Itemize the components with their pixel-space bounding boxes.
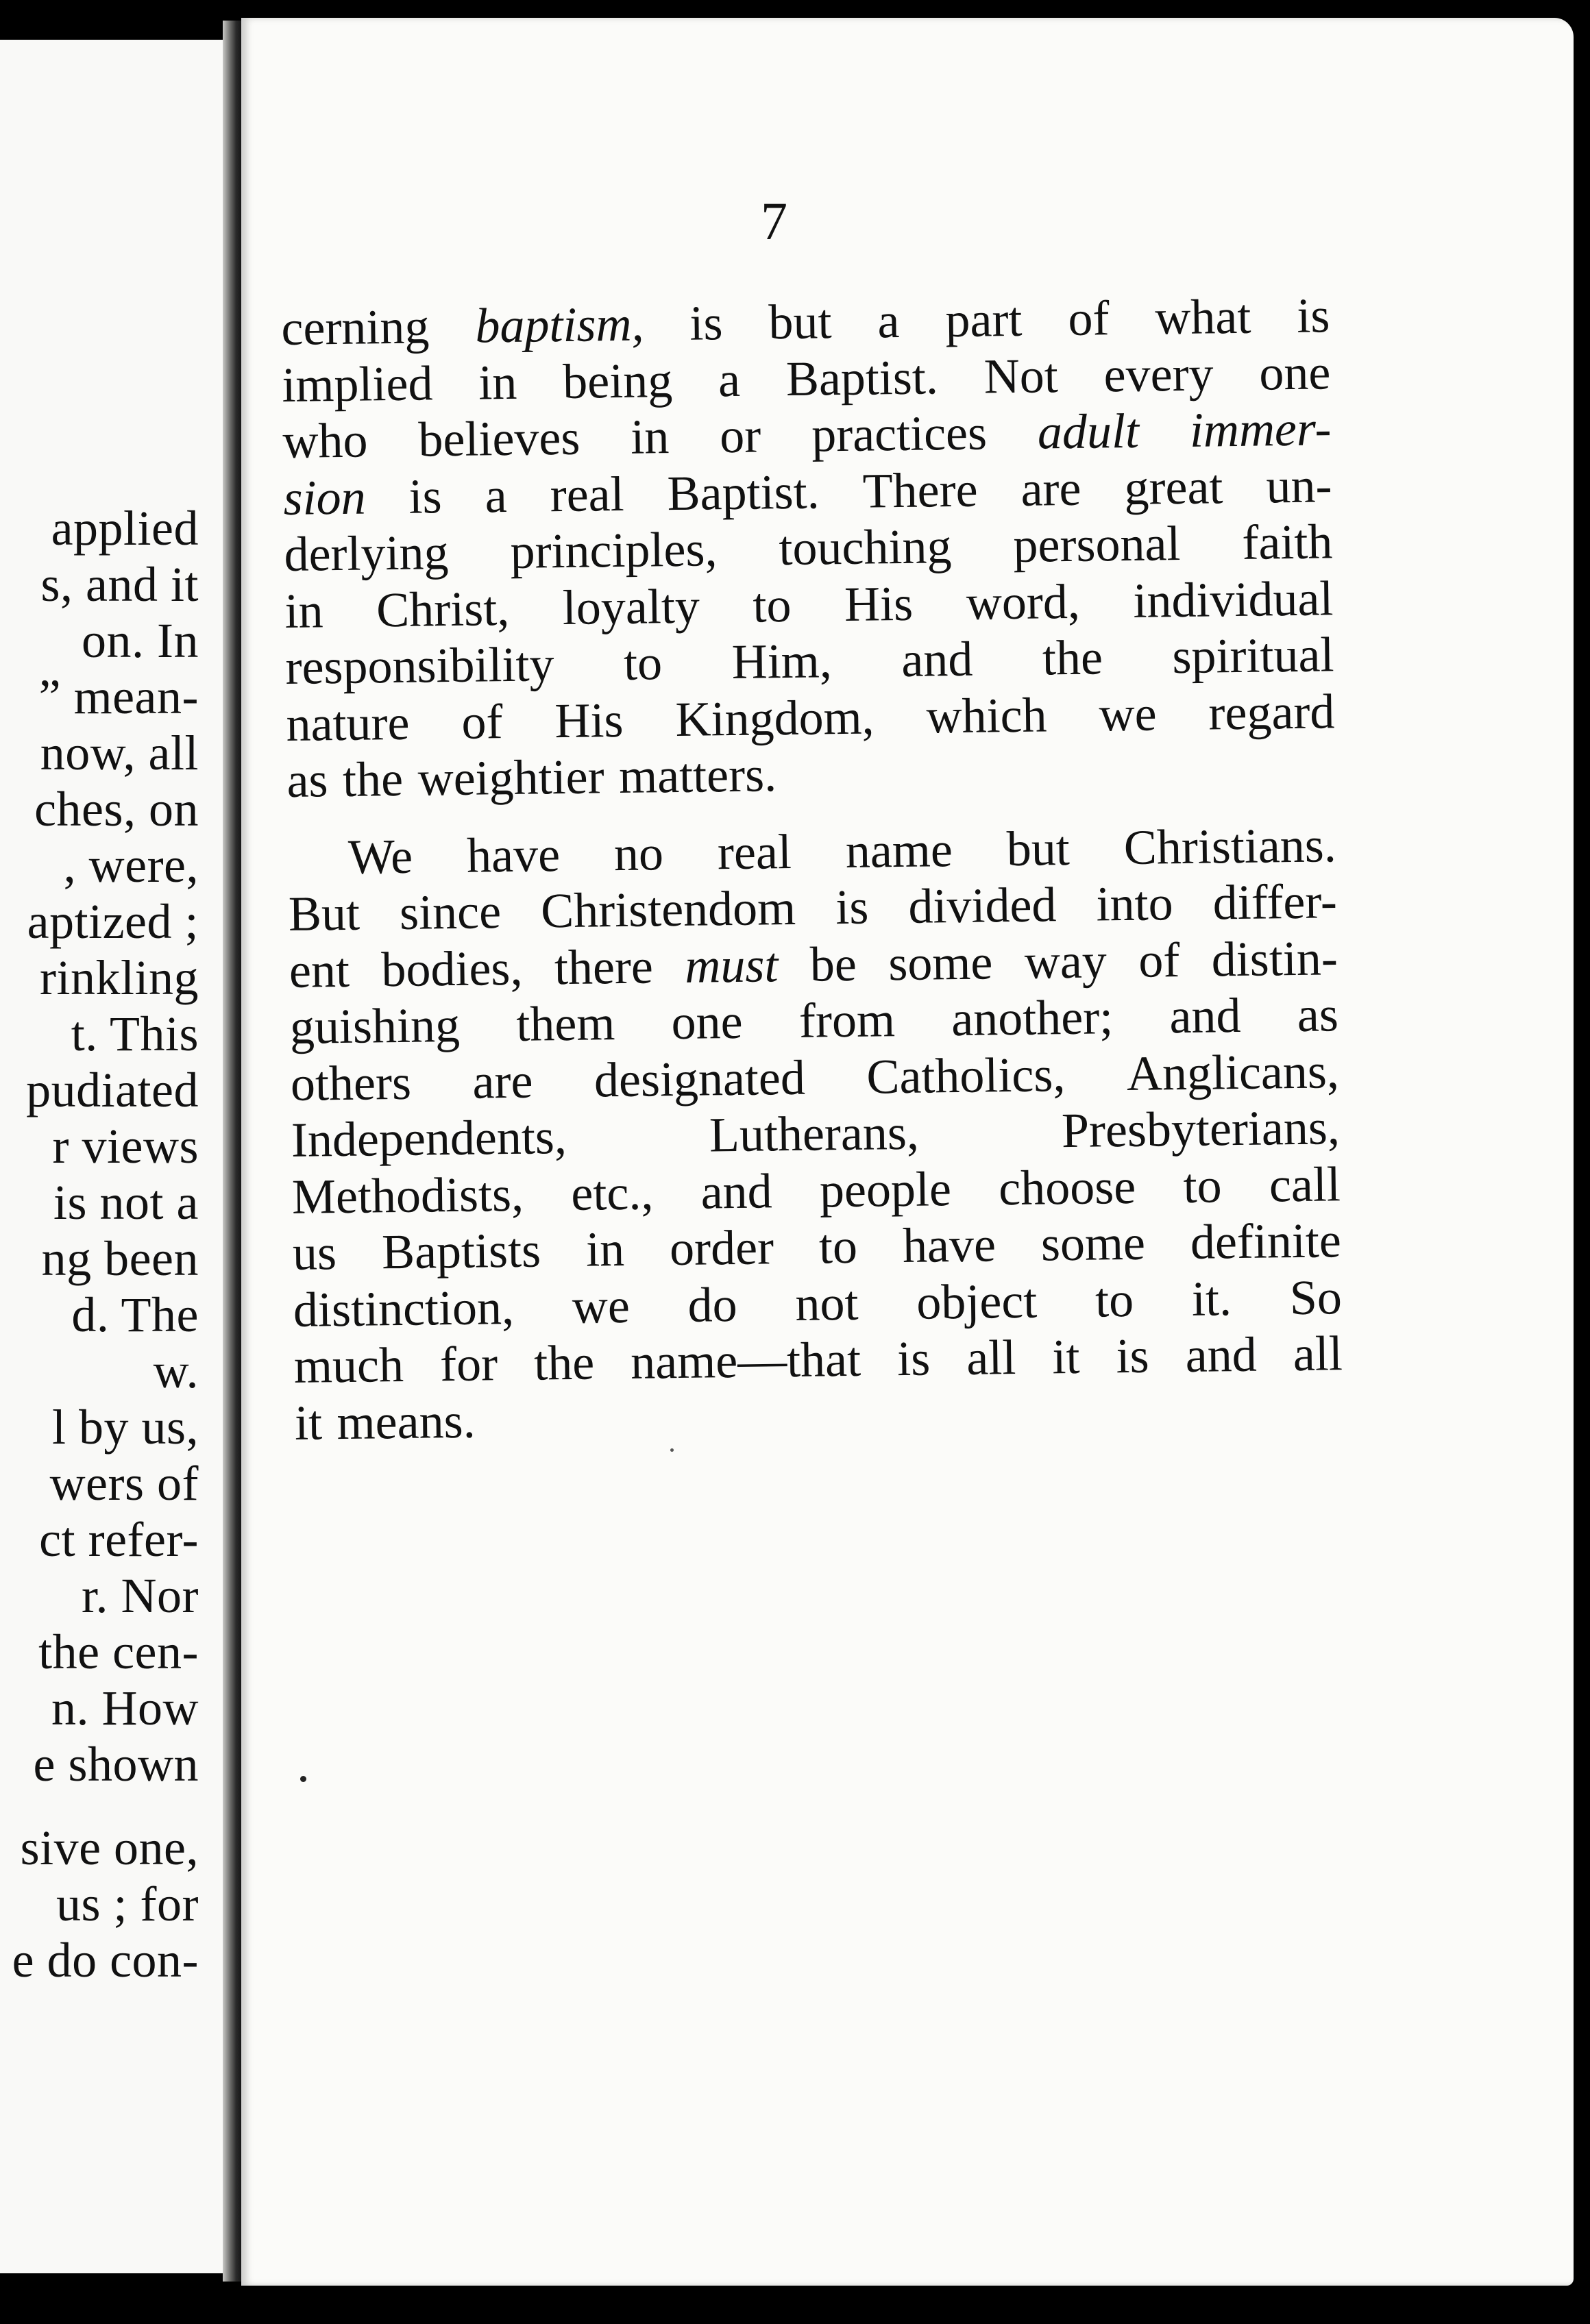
text-line: it means. bbox=[294, 1393, 476, 1450]
text-line: nature of His Kingdom, which we regard bbox=[286, 683, 1335, 752]
text-line: who believes in or practices adult immer- bbox=[282, 401, 1332, 469]
print-speck bbox=[670, 1448, 674, 1452]
text-line: sion is a real Baptist. There are great un- bbox=[283, 457, 1332, 526]
text-line: Methodists, etc., and people choose to call bbox=[291, 1156, 1341, 1224]
text-line: in Christ, loyalty to His word, individual bbox=[284, 570, 1334, 639]
left-page-line: n. How bbox=[51, 1681, 199, 1735]
left-page-line: aptized ; bbox=[27, 894, 199, 949]
left-page-line: now, all bbox=[40, 726, 199, 780]
text-line: others are designated Catholics, Anglicans, bbox=[290, 1043, 1340, 1111]
body-text bbox=[281, 287, 1343, 1451]
text-line: ent bodies, there must be some way of distin- bbox=[289, 930, 1338, 998]
text-line: us Baptists in order to have some definite bbox=[292, 1213, 1342, 1281]
text-line: much for the name—that is all it is and all bbox=[293, 1326, 1343, 1394]
text-line: derlying principles, touching personal faith bbox=[284, 514, 1333, 582]
left-page-line: w. bbox=[153, 1344, 199, 1398]
left-page-line: r views bbox=[52, 1119, 199, 1174]
left-page-line: pudiated bbox=[26, 1063, 199, 1117]
left-page-line: us ; for bbox=[56, 1877, 199, 1931]
left-page-line: ct refer- bbox=[39, 1512, 199, 1567]
left-page-line: is not a bbox=[53, 1175, 199, 1230]
left-page-line: ” mean- bbox=[38, 669, 199, 724]
paragraph-2 bbox=[287, 817, 1343, 1451]
left-page-line: r. Nor bbox=[82, 1568, 199, 1623]
left-page-line: d. The bbox=[71, 1287, 199, 1342]
left-page-line: rinkling bbox=[40, 950, 199, 1005]
left-page-text bbox=[0, 500, 199, 1988]
text-line: We have no real name but Christians. bbox=[347, 817, 1337, 885]
text-line: But since Christendom is divided into differ- bbox=[288, 874, 1338, 941]
left-page-line: l by us, bbox=[51, 1400, 199, 1455]
left-page-line: wers of bbox=[49, 1456, 199, 1511]
text-line: guishing them one from another; and as bbox=[289, 987, 1339, 1054]
text-line: cerning baptism, is but a part of what is bbox=[281, 288, 1330, 356]
left-page-line: applied bbox=[51, 501, 199, 556]
left-page-line: the cen- bbox=[38, 1624, 199, 1679]
left-page-line: on. In bbox=[82, 613, 199, 668]
left-page-line: ches, on bbox=[34, 782, 199, 837]
left-page-line bbox=[0, 1792, 199, 1820]
text-line: responsibility to Him, and the spiritual bbox=[285, 627, 1334, 695]
text-line: implied in being a Baptist. Not every one bbox=[282, 344, 1331, 412]
print-speck bbox=[300, 1776, 306, 1782]
left-page-line: e shown bbox=[33, 1737, 199, 1792]
left-page-line: t. This bbox=[71, 1006, 199, 1061]
left-page-line: sive one, bbox=[20, 1820, 199, 1875]
book-gutter bbox=[223, 21, 242, 2282]
text-line: Independents, Lutherans, Presbyterians, bbox=[291, 1100, 1341, 1167]
text-line: as the weightier matters. bbox=[286, 747, 777, 808]
text-line: distinction, we do not object to it. So bbox=[293, 1269, 1343, 1337]
left-page-line: s, and it bbox=[40, 557, 199, 612]
page-number: 7 bbox=[761, 191, 787, 251]
left-page-line: e do con- bbox=[12, 1933, 199, 1988]
left-page-line: , were, bbox=[63, 838, 199, 893]
paragraph-1 bbox=[281, 287, 1336, 808]
left-page-line: ng been bbox=[41, 1231, 199, 1286]
left-page bbox=[0, 40, 236, 2273]
